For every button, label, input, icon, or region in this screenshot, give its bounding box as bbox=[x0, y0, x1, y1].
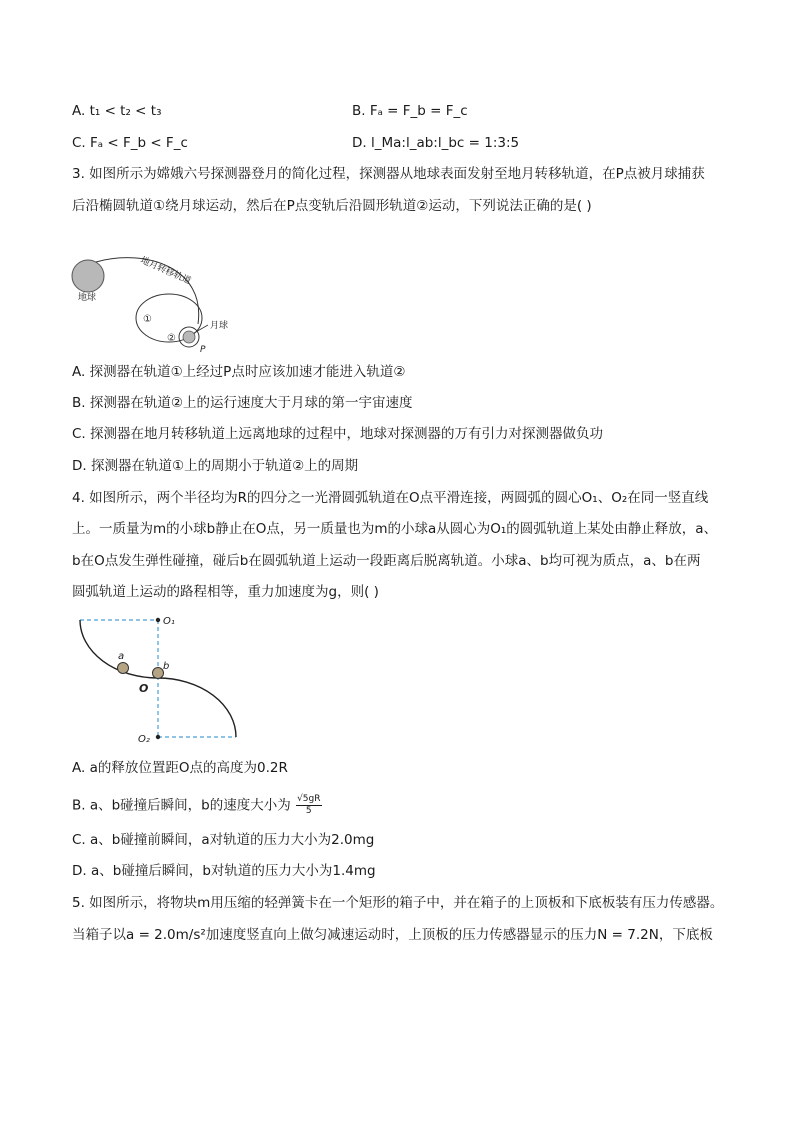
orbit-1-label: ① bbox=[143, 314, 152, 325]
fraction-denominator: 5 bbox=[305, 806, 312, 816]
o-label: O bbox=[139, 682, 149, 695]
q4-stem-line2: 上。一质量为m的小球b静止在O点，另一质量也为m的小球a从圆心为O₁的圆弧轨道上某处由静止释放，a、 bbox=[72, 521, 718, 537]
q4-stem-line1: 4. 如图所示，两个半径均为R的四分之一光滑圆弧轨道在O点平滑连接，两圆弧的圆心O₁、O₂在同一竖直线 bbox=[72, 490, 709, 506]
lower-arc-track bbox=[158, 678, 236, 737]
moon-label: 月球 bbox=[210, 321, 229, 331]
q5-stem-line1: 5. 如图所示，将物块m用压缩的轻弹簧卡在一个矩形的箱子中，并在箱子的上顶板和下底板装有压力传感器。 bbox=[72, 895, 724, 911]
q2-option-a: A. t₁ < t₂ < t₃ bbox=[72, 103, 162, 119]
q3-stem-line1: 3. 如图所示为嫦娥六号探测器登月的简化过程，探测器从地球表面发射至地月转移轨道，在P点被月球捕获 bbox=[72, 166, 705, 182]
ball-b-label: b bbox=[163, 661, 170, 672]
q4-option-c: C. a、b碰撞前瞬间，a对轨道的压力大小为2.0mg bbox=[72, 832, 375, 848]
fraction-numerator: √5gR bbox=[297, 794, 321, 804]
q4-option-b-fraction bbox=[296, 794, 321, 817]
q2-option-b: B. Fₐ = F_b = F_c bbox=[352, 103, 468, 119]
o2-label: O₂ bbox=[138, 734, 150, 745]
o1-point bbox=[156, 618, 160, 622]
earth-circle bbox=[72, 260, 104, 292]
q4-stem-line3: b在O点发生弹性碰撞，碰后b在圆弧轨道上运动一段距离后脱离轨道。小球a、b均可视为质点，a、b在两 bbox=[72, 553, 701, 569]
q4-arc-track-figure bbox=[72, 612, 247, 750]
q4-option-b bbox=[72, 794, 322, 817]
q3-option-b: B. 探测器在轨道②上的运行速度大于月球的第一宇宙速度 bbox=[72, 395, 413, 411]
q2-option-c: C. Fₐ < F_b < F_c bbox=[72, 135, 188, 151]
o2-point bbox=[156, 735, 160, 739]
moon-circle bbox=[183, 331, 195, 343]
q3-option-c: C. 探测器在地月转移轨道上远离地球的过程中，地球对探测器的万有引力对探测器做负功 bbox=[72, 426, 604, 442]
q3-option-a: A. 探测器在轨道①上经过P点时应该加速才能进入轨道② bbox=[72, 364, 406, 380]
q3-orbit-figure bbox=[66, 248, 256, 358]
ball-a bbox=[118, 663, 129, 674]
orbit-2-label: ② bbox=[167, 333, 176, 344]
q4-option-d: D. a、b碰撞后瞬间，b对轨道的压力大小为1.4mg bbox=[72, 863, 376, 879]
o1-label: O₁ bbox=[163, 616, 175, 627]
ball-a-label: a bbox=[118, 651, 125, 662]
point-p-label: P bbox=[200, 345, 206, 355]
earth-label: 地球 bbox=[78, 293, 97, 303]
q4-option-b-text: B. a、b碰撞后瞬间，b的速度大小为 bbox=[72, 797, 291, 814]
ball-b bbox=[153, 668, 164, 679]
q4-stem-line4: 圆弧轨道上运动的路程相等，重力加速度为g，则( ) bbox=[72, 584, 379, 600]
moon-pointer bbox=[194, 325, 208, 333]
q3-option-d: D. 探测器在轨道①上的周期小于轨道②上的周期 bbox=[72, 458, 359, 474]
q2-option-d: D. l_Ma:l_ab:l_bc = 1:3:5 bbox=[352, 135, 520, 151]
q3-stem-line2: 后沿椭圆轨道①绕月球运动，然后在P点变轨后沿圆形轨道②运动，下列说法正确的是( ) bbox=[72, 198, 592, 214]
transfer-orbit-label: 地月转移轨道 bbox=[138, 255, 193, 287]
q4-option-a: A. a的释放位置距O点的高度为0.2R bbox=[72, 760, 288, 776]
q5-stem-line2: 当箱子以a = 2.0m/s²加速度竖直向上做匀减速运动时，上顶板的压力传感器显示的压力N = 7.2N，下底板 bbox=[72, 927, 713, 943]
